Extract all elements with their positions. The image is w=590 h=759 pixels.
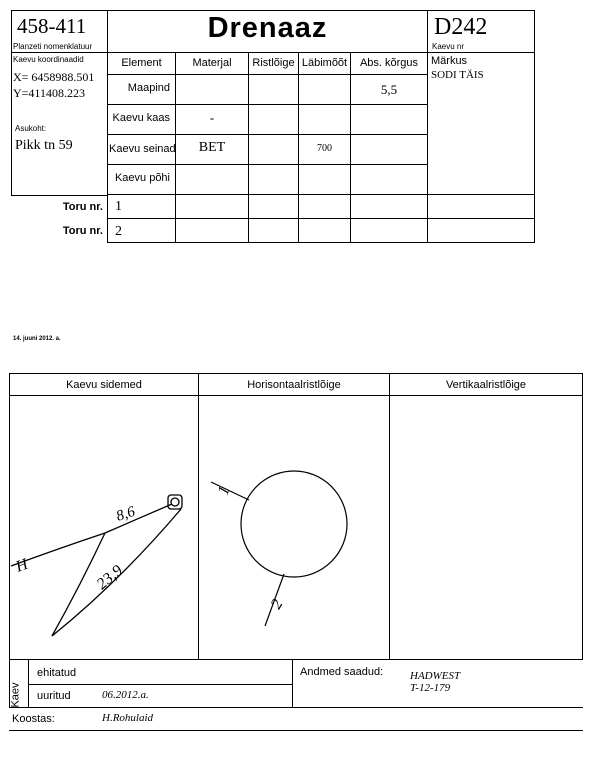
pipe-1-value: 1 [115, 199, 122, 214]
label-dist-b: 23,9 [93, 562, 127, 594]
well-marker [168, 495, 182, 509]
source-value-2: T-12-179 [410, 682, 451, 694]
row-label-kaevu-pohi: Kaevu põhi [114, 172, 170, 184]
row-label-kaevu-seinad: Kaevu seinad [109, 143, 176, 155]
pipe-2-label: Toru nr. [62, 225, 103, 237]
compiler-label: Koostas: [12, 713, 55, 725]
document-date: 14. juuni 2012. a. [13, 336, 61, 342]
surveyed-label: uuritud [37, 690, 71, 702]
sheet-number-label: Planzeti nomenklatuur [13, 42, 93, 51]
well-marker-circle [171, 498, 179, 506]
label-building: H [13, 555, 31, 576]
built-label: ehitatud [37, 667, 77, 679]
kaev-label: Kaev [9, 682, 22, 708]
value-materjal-kaas: - [209, 110, 215, 125]
label-dist-a: 8,6 [114, 503, 138, 525]
row-label-maapind: Maapind [127, 82, 170, 94]
remarks-label: Märkus [431, 55, 468, 67]
coord-x: X= 6458988.501 [13, 70, 95, 84]
well-circle [241, 471, 347, 577]
coord-label: Kaevu koordinaadid [13, 55, 84, 64]
row-label-kaevu-kaas: Kaevu kaas [112, 112, 170, 124]
value-labimoot-seinad: 700 [317, 143, 332, 154]
sheet-number: 458-411 [17, 14, 87, 38]
horizontal-section-sketch [199, 396, 389, 658]
page-title: Drenaaz [207, 12, 328, 44]
col-header-labimoot: Läbimõõt [301, 57, 348, 69]
well-ties-sketch [10, 396, 198, 658]
label-pipe-1: 1 [214, 484, 234, 498]
label-pipe-2: 2 [267, 596, 287, 612]
col-header-element: Element [121, 57, 162, 69]
well-number: D242 [434, 14, 488, 40]
header-vertikaalristloige: Vertikaalristlõige [445, 379, 527, 391]
surveyed-value: 06.2012.a. [102, 689, 149, 701]
source-value-1: HADWEST [410, 670, 461, 682]
header-horisontaalristloige: Horisontaalristlõige [247, 379, 341, 391]
coord-y: Y=411408.223 [13, 86, 85, 100]
source-label: Andmed saadud: [300, 666, 384, 678]
pipe-1-label: Toru nr. [62, 201, 103, 213]
location-value: Pikk tn 59 [15, 138, 73, 153]
header-kaevu-sidemed: Kaevu sidemed [66, 379, 142, 391]
location-label: Asukoht: [15, 124, 47, 133]
col-header-ristloige: Ristlõige [252, 57, 295, 69]
col-header-materjal: Materjal [192, 57, 232, 69]
compiler-value: H.Rohulaid [102, 712, 154, 724]
col-header-abs-korgus: Abs. kõrgus [359, 57, 419, 69]
pipe-2-value: 2 [115, 224, 122, 239]
remarks-value: SODI TÄIS [431, 69, 484, 81]
value-abs-korgus-maapind: 5,5 [380, 82, 398, 97]
value-materjal-seinad: BET [198, 140, 226, 155]
well-number-label: Kaevu nr [432, 42, 465, 51]
